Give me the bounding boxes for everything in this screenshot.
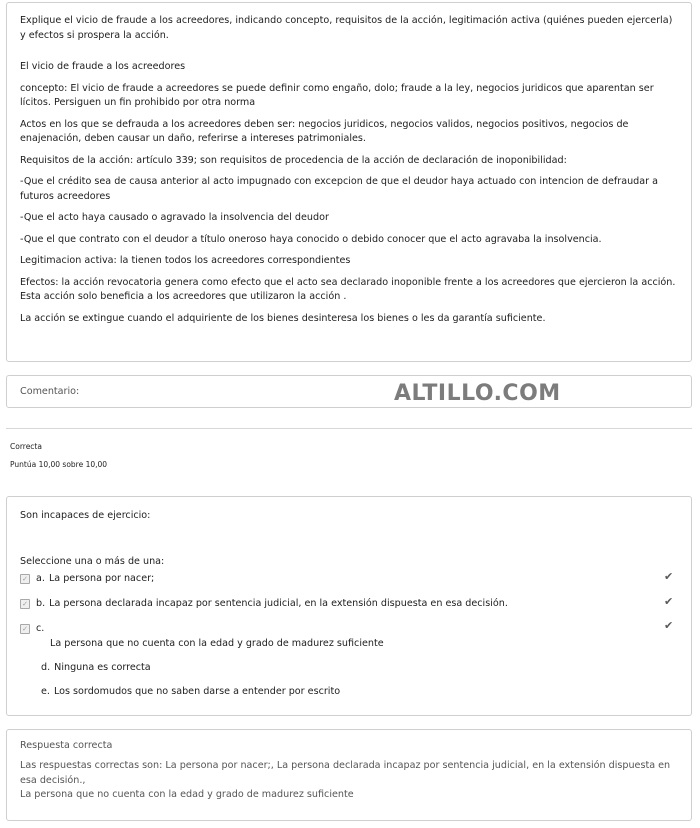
watermark-logo: ALTILLO.COM [394,381,561,406]
option-a-letter: a. [36,573,45,584]
question-2-text: Son incapaces de ejercicio: [20,510,151,521]
question-1-answer-box [6,2,692,362]
answer-heading: El vicio de fraude a los acreedores [20,61,186,72]
comment-label: Comentario: [20,386,80,397]
option-e-text: Los sordomudos que no saben darse a entender por escrito [53,686,341,697]
feedback-line-1: Las respuestas correctas son: La persona por nacer;, La persona declarada incapaz por sentencia judicial, en la extensión dispuesta en esa decisión., [20,760,671,786]
checkbox-a[interactable]: ✓ [20,574,30,584]
feedback-line-2: La persona que no cuenta con la edad y grado de madurez suficiente [20,789,354,800]
feedback-title: Respuesta correcta [20,740,113,751]
comment-box [6,375,692,408]
option-b[interactable] [20,598,508,609]
checkbox-c[interactable]: ✓ [20,624,30,634]
option-c-text: La persona que no cuenta con la edad y grado de madurez suficiente [50,638,384,649]
option-d-text: Ninguna es correcta [54,662,151,673]
option-a-text: La persona por nacer; [48,573,155,584]
answer-effects: Efectos: la acción revocatoria genera como efecto que el acto sea declarado inoponible frente a los acreedores que ejercieron la acción. Esta acción solo beneficia a los acreedores que utilizaron la acción . [20,276,676,302]
status-result: Correcta [10,442,42,451]
answer-requirements: Requisitos de la acción: artículo 339; son requisitos de procedencia de la acción de declaración de inoponibilidad: [20,154,567,166]
answer-requirement-2: -Que el acto haya causado o agravado la insolvencia del deudor [20,212,329,223]
select-prompt: Seleccione una o más de una: [20,556,165,567]
correct-check-icon: ✔ [664,595,674,608]
option-d-letter: d. [41,662,51,673]
option-e-letter: e. [41,686,50,697]
answer-requirement-1: -Que el crédito sea de causa anterior al acto impugnado con excepcion de que el deudor haya actuado con intencion de defraudar a futuros acreedores [20,176,658,202]
correct-check-icon: ✔ [664,619,674,632]
answer-extinction: La acción se extingue cuando el adquiriente de los bienes desinteresa los bienes o les da garantía suficiente. [20,312,546,324]
option-e[interactable] [41,686,340,697]
feedback-box [6,729,692,821]
option-c-letter: c. [36,623,45,634]
option-c[interactable] [20,623,44,634]
answer-requirement-3: -Que el que contrato con el deudor a título oneroso haya conocido o debido conocer que el acto agravaba la insolvencia. [20,233,602,245]
option-a[interactable] [20,573,154,584]
question-1-text: Explique el vicio de fraude a los acreedores, indicando concepto, requisitos de la acción, legitimación activa (quiénes pueden ejercerla) y efectos si prospera la acción. [20,15,673,41]
status-score: Puntúa 10,00 sobre 10,00 [10,460,108,469]
answer-concept: concepto: El vicio de fraude a acreedores se puede definir como engaño, dolo; fraude a la ley, negocios juridicos que aparentan ser lícitos. Persiguen un fin prohibido por otra norma [20,82,654,108]
answer-acts: Actos en los que se defrauda a los acreedores deben ser: negocios juridicos, negocios validos, negocios positivos, negocios de enajenación, deben causar un daño, referirse a intereses patrimoniales. [20,118,629,144]
checkbox-b[interactable]: ✓ [20,599,30,609]
answer-legitimation: Legitimacion activa: la tienen todos los acreedores correspondientes [20,255,351,266]
divider [6,428,692,429]
option-b-text: La persona declarada incapaz por sentencia judicial, en la extensión dispuesta en esa decisión. [49,598,508,609]
option-b-letter: b. [36,598,46,609]
correct-check-icon: ✔ [664,570,674,583]
option-d[interactable] [41,662,151,673]
